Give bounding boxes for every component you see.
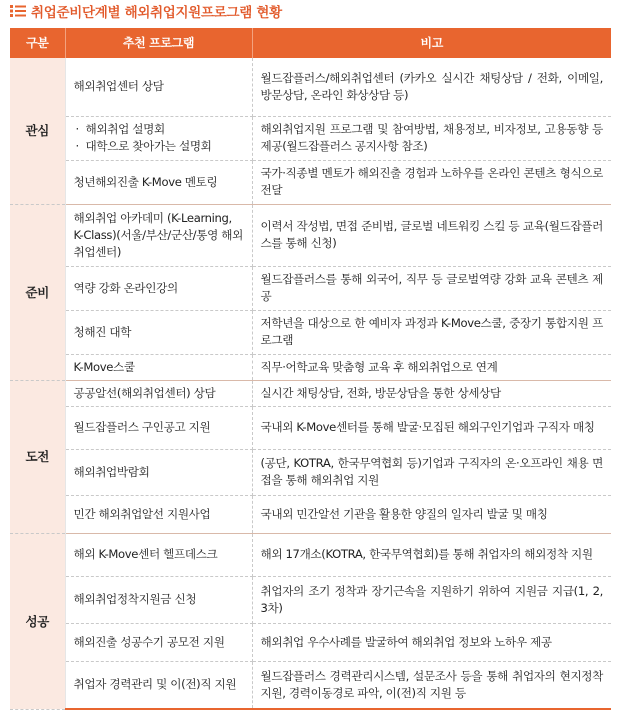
table-row — [10, 495, 611, 533]
program-cell: 민간 해외취업알선 지원사업 — [65, 495, 252, 533]
table-row — [10, 576, 611, 623]
category-cell: 준비 — [10, 204, 65, 380]
program-cell: 해외진출 성공수기 공모전 지원 — [65, 623, 252, 661]
program-cell: 해외취업 아카데미 (K-Learning, K-Class)(서울/부산/군산/통영 해외취업센터) — [65, 204, 252, 266]
table-row — [10, 354, 611, 380]
section-title-row — [10, 0, 282, 22]
table-row — [10, 380, 611, 406]
bullet-glyph: · — [75, 122, 79, 136]
category-cell: 관심 — [10, 58, 65, 204]
program-cell — [65, 116, 252, 160]
program-cell: 역량 강화 온라인강의 — [65, 266, 252, 310]
category-cell: 도전 — [10, 380, 65, 533]
program-cell: 공공알선(해외취업센터) 상담 — [65, 380, 252, 406]
note-cell: 해외 17개소(KOTRA, 한국무역협회)를 통해 취업자의 해외정착 지원 — [252, 533, 611, 576]
note-cell: 월드잡플러스/해외취업센터 (카카오 실시간 채팅상담 / 전화, 이메일, 방문상담, 온라인 화상상담 등) — [252, 58, 611, 116]
program-cell: 해외 K-Move센터 헬프데스크 — [65, 533, 252, 576]
note-cell: 월드잡플러스 경력관리시스템, 설문조사 등을 통해 취업자의 현지정착 지원, 경력이동경로 파악, 이(전)직 지원 등 — [252, 661, 611, 709]
program-cell: K-Move스쿨 — [65, 354, 252, 380]
table-row — [10, 623, 611, 661]
list-icon — [10, 4, 26, 18]
note-cell: 국내외 K-Move센터를 통해 발굴·모집된 해외구인기업과 구직자 매칭 — [252, 406, 611, 449]
note-cell: 저학년을 대상으로 한 예비자 과정과 K-Move스쿨, 중장기 통합지원 프로그램 — [252, 310, 611, 354]
program-item-label: 해외취업 설명회 — [85, 122, 165, 136]
note-cell: 해외취업지원 프로그램 및 참여방법, 채용정보, 비자정보, 고용동향 등 제공(월드잡플러스 공지사항 참조) — [252, 116, 611, 160]
program-cell: 월드잡플러스 구인공고 지원 — [65, 406, 252, 449]
note-cell: 취업자의 조기 정착과 장기근속을 지원하기 위하여 지원금 지급(1, 2, 3차) — [252, 576, 611, 623]
table-row — [10, 116, 611, 160]
table-header-row — [10, 28, 611, 58]
table-row — [10, 310, 611, 354]
table-row — [10, 58, 611, 116]
table-row — [10, 204, 611, 266]
table-row — [10, 266, 611, 310]
program-cell: 취업자 경력관리 및 이(전)직 지원 — [65, 661, 252, 709]
header-program: 추천 프로그램 — [65, 28, 252, 58]
note-cell: 실시간 채팅상담, 전화, 방문상담을 통한 상세상담 — [252, 380, 611, 406]
section-title: 취업준비단계별 해외취업지원프로그램 현황 — [31, 5, 282, 21]
header-category: 구분 — [10, 28, 65, 58]
table-row — [10, 661, 611, 709]
table-row — [10, 160, 611, 204]
note-cell: 이력서 작성법, 면접 준비법, 글로벌 네트워킹 스킬 등 교육(월드잡플러스를 통해 신청) — [252, 204, 611, 266]
table-row — [10, 449, 611, 495]
program-bullet-item — [74, 138, 244, 155]
program-cell: 해외취업박람회 — [65, 449, 252, 495]
table-row — [10, 533, 611, 576]
program-cell: 해외취업정착지원금 신청 — [65, 576, 252, 623]
note-cell: 국내외 민간알선 기관을 활용한 양질의 일자리 발굴 및 매칭 — [252, 495, 611, 533]
note-cell: 월드잡플러스를 통해 외국어, 직무 등 글로벌역량 강화 교육 콘텐츠 제공 — [252, 266, 611, 310]
table-row — [10, 406, 611, 449]
program-cell: 청해진 대학 — [65, 310, 252, 354]
program-cell: 청년해외진출 K-Move 멘토링 — [65, 160, 252, 204]
program-bullet-item — [74, 121, 244, 138]
program-table — [10, 28, 611, 710]
note-cell: (공단, KOTRA, 한국무역협회 등)기업과 구직자의 온·오프라인 채용 면접을 통해 해외취업 지원 — [252, 449, 611, 495]
program-item-label: 대학으로 찾아가는 설명회 — [85, 139, 212, 153]
note-cell: 해외취업 우수사례를 발굴하여 해외취업 정보와 노하우 제공 — [252, 623, 611, 661]
header-note: 비고 — [252, 28, 611, 58]
program-cell: 해외취업센터 상담 — [65, 58, 252, 116]
note-cell: 직무·어학교육 맞춤형 교육 후 해외취업으로 연계 — [252, 354, 611, 380]
note-cell: 국가·직종별 멘토가 해외진출 경험과 노하우를 온라인 콘텐츠 형식으로 전달 — [252, 160, 611, 204]
category-cell: 성공 — [10, 533, 65, 709]
bullet-glyph: · — [75, 139, 79, 153]
